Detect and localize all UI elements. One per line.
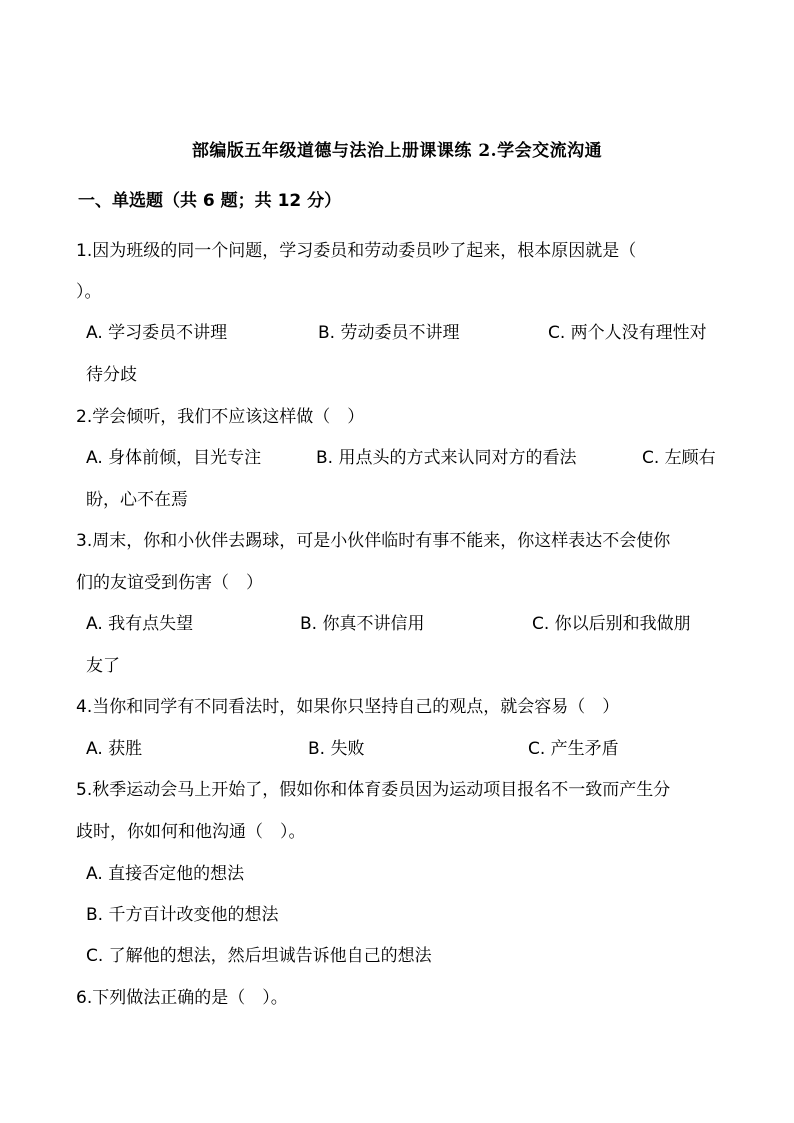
question-1-line-1: 1.因为班级的同一个问题，学习委员和劳动委员吵了起来，根本原因就是（: [76, 241, 637, 261]
question-5-option-b[interactable]: B. 千方百计改变他的想法: [86, 905, 279, 925]
question-3-option-c[interactable]: C. 你以后别和我做朋: [532, 614, 691, 634]
question-2-line-1: 2.学会倾听，我们不应该这样做（ ）: [76, 407, 365, 427]
question-5-line-1: 5.秋季运动会马上开始了，假如你和体育委员因为运动项目报名不一致而产生分: [76, 780, 671, 800]
question-3-option-b[interactable]: B. 你真不讲信用: [300, 614, 425, 634]
document-title: 部编版五年级道德与法治上册课课练 2.学会交流沟通: [191, 141, 603, 161]
question-3-line-1: 3.周末，你和小伙伴去踢球，可是小伙伴临时有事不能来，你这样表达不会使你: [76, 531, 671, 551]
question-5-line-2: 歧时，你如何和他沟通（ ）。: [76, 822, 306, 842]
question-3-line-2: 们的友谊受到伤害（ ）: [76, 573, 263, 593]
question-2-options: [86, 443, 724, 467]
question-2-option-a[interactable]: A. 身体前倾，目光专注: [86, 448, 262, 468]
question-3-option-a[interactable]: A. 我有点失望: [86, 614, 194, 634]
section-heading: 一、单选题（共 6 题；共 12 分）: [78, 191, 342, 211]
question-1-options: [86, 318, 724, 342]
question-1-option-continuation: 待分歧: [86, 365, 137, 385]
question-2-option-b[interactable]: B. 用点头的方式来认同对方的看法: [316, 448, 577, 468]
question-1-option-a[interactable]: A. 学习委员不讲理: [86, 323, 228, 343]
question-1-option-b[interactable]: B. 劳动委员不讲理: [318, 323, 460, 343]
question-4-option-b[interactable]: B. 失败: [308, 739, 365, 759]
question-1-option-c[interactable]: C. 两个人没有理性对: [548, 323, 707, 343]
question-5-option-c[interactable]: C. 了解他的想法，然后坦诚告诉他自己的想法: [86, 946, 432, 966]
question-4-option-a[interactable]: A. 获胜: [86, 739, 143, 759]
question-3-options: [86, 609, 724, 633]
question-3-option-continuation: 友了: [86, 656, 120, 676]
question-1-line-2: ）。: [76, 282, 102, 302]
question-2-option-continuation: 盼，心不在焉: [86, 490, 188, 510]
question-4-options: [86, 734, 724, 758]
question-4-option-c[interactable]: C. 产生矛盾: [528, 739, 619, 759]
question-4-line-1: 4.当你和同学有不同看法时，如果你只坚持自己的观点，就会容易（ ）: [76, 697, 620, 717]
question-5-option-a[interactable]: A. 直接否定他的想法: [86, 864, 245, 884]
question-6-line-1: 6.下列做法正确的是（ ）。: [76, 988, 288, 1008]
question-2-option-c[interactable]: C. 左顾右: [642, 448, 716, 468]
